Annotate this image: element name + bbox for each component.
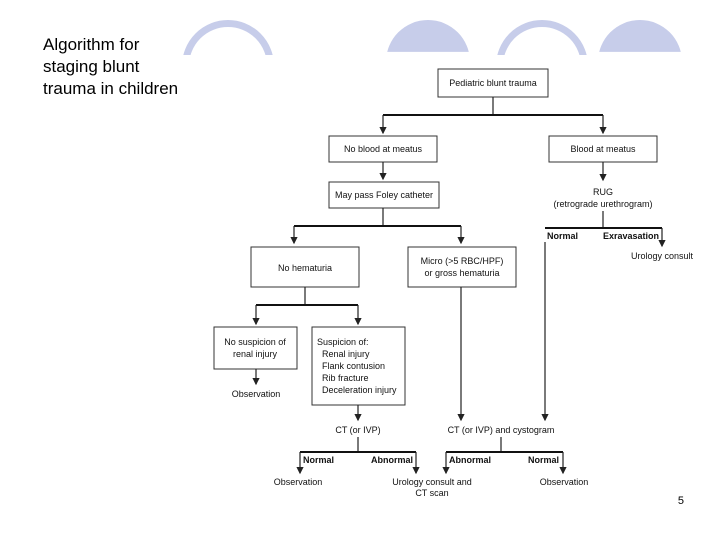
- urology-ct-label-1: Urology consult and: [392, 477, 472, 487]
- observation-label-1: Observation: [231, 389, 281, 399]
- no-blood-label: No blood at meatus: [343, 144, 423, 154]
- urology-ct-label-2: CT scan: [415, 488, 449, 498]
- suspicion-label-1: Suspicion of:: [317, 337, 369, 347]
- right-abnormal-label: Abnormal: [449, 455, 492, 465]
- foley-label: May pass Foley catheter: [334, 190, 434, 200]
- blood-label: Blood at meatus: [570, 144, 636, 154]
- ct-cystogram-label: CT (or IVP) and cystogram: [447, 425, 555, 435]
- left-normal-label: Normal: [303, 455, 335, 465]
- rug-extravasation-label: Exravasation: [603, 231, 660, 241]
- slide-title-line: staging blunt: [43, 57, 140, 76]
- no-suspicion-label-1: No suspicion of: [224, 337, 286, 347]
- rug-label: RUG: [593, 187, 613, 197]
- right-normal-label: Normal: [528, 455, 560, 465]
- suspicion-label-5: Deceleration injury: [322, 385, 397, 395]
- no-hematuria-label: No hematuria: [277, 263, 333, 273]
- no-suspicion-box: [214, 327, 297, 369]
- hematuria-label-1: Micro (>5 RBC/HPF): [420, 256, 504, 266]
- suspicion-label-3: Flank contusion: [322, 361, 386, 371]
- no-suspicion-label-2: renal injury: [232, 349, 278, 359]
- left-abnormal-label: Abnormal: [371, 455, 414, 465]
- suspicion-label-2: Renal injury: [322, 349, 370, 359]
- urology-consult-label: Urology consult: [630, 251, 694, 261]
- observation-label-3: Observation: [539, 477, 589, 487]
- hematuria-box: [408, 247, 516, 287]
- page-number: 5: [677, 495, 684, 507]
- slide-title-line: Algorithm for: [43, 35, 140, 54]
- slide-title-line: trauma in children: [43, 79, 179, 98]
- rug-normal-label: Normal: [547, 231, 579, 241]
- hematuria-label-2: or gross hematuria: [424, 268, 500, 278]
- suspicion-label-4: Rib fracture: [322, 373, 369, 383]
- ct-ivp-label: CT (or IVP): [335, 425, 381, 435]
- observation-label-2: Observation: [273, 477, 323, 487]
- root-label: Pediatric blunt trauma: [449, 78, 537, 88]
- rug-sublabel: (retrograde urethrogram): [553, 199, 653, 209]
